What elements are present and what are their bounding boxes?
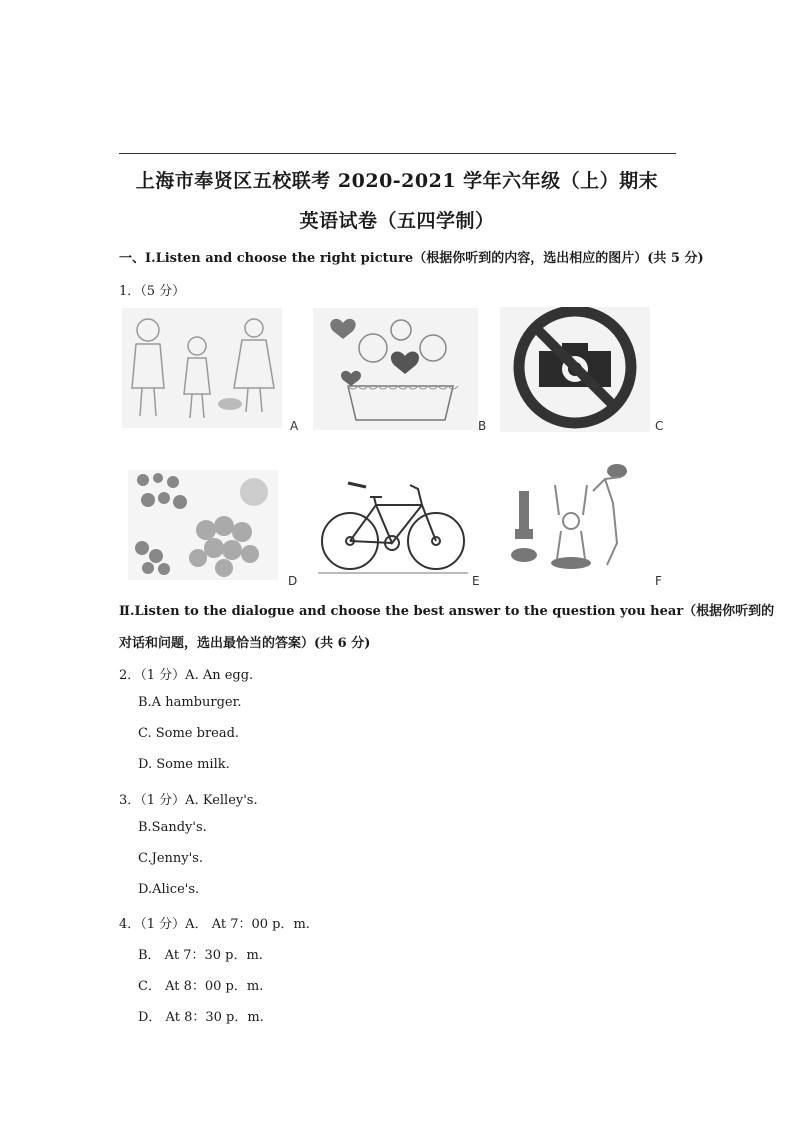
question-2-option-b: B.A hamburger. bbox=[138, 695, 242, 710]
exam-title-line1: 上海市奉贤区五校联考 2020-2021 学年六年级（上）期末 bbox=[135, 170, 659, 192]
picture-label-a: A bbox=[290, 419, 299, 433]
fruit-icon bbox=[128, 470, 278, 580]
cake-with-hearts-icon bbox=[313, 308, 478, 430]
exam-title-line2: 英语试卷（五四学制） bbox=[299, 210, 495, 232]
section2-heading-line2: 对话和问题，选出最恰当的答案）(共 6 分) bbox=[119, 636, 371, 651]
question-4-stem: 4．（1 分）A． At 7：00 p．m. bbox=[119, 917, 310, 932]
picture-label-f: F bbox=[655, 574, 662, 588]
people-standing-icon bbox=[122, 308, 282, 428]
section1-heading: 一、I.Listen and choose the right picture（根据你听到的内容，选出相应的图片）(共 5 分) bbox=[119, 251, 704, 266]
question-2-option-d: D. Some milk. bbox=[138, 757, 230, 772]
section2-heading-line1: Ⅱ.Listen to the dialogue and choose the best answer to the question you hear（根据你听到的 bbox=[119, 604, 775, 619]
picture-label-b: B bbox=[478, 419, 487, 433]
question-3-option-d: D.Alice's. bbox=[138, 882, 200, 897]
question-3-option-c: C.Jenny's. bbox=[138, 851, 203, 866]
bicycle-icon bbox=[318, 467, 468, 582]
header-rule bbox=[119, 153, 676, 154]
question-1-label: 1．（5 分） bbox=[119, 284, 186, 299]
question-4-option-d: D． At 8：30 p．m. bbox=[138, 1010, 264, 1025]
question-4-option-b: B． At 7：30 p．m. bbox=[138, 948, 263, 963]
picture-label-c: C bbox=[655, 419, 664, 433]
question-3-stem: 3．（1 分）A. Kelley's. bbox=[119, 793, 258, 808]
question-4-option-c: C． At 8：00 p．m. bbox=[138, 979, 264, 994]
picture-label-d: D bbox=[288, 574, 298, 588]
question-2-option-c: C. Some bread. bbox=[138, 726, 240, 741]
question-2-stem: 2．（1 分）A. An egg. bbox=[119, 668, 254, 683]
no-camera-icon bbox=[500, 307, 650, 432]
picture-label-e: E bbox=[472, 574, 480, 588]
yoga-poses-icon bbox=[505, 463, 645, 575]
question-3-option-b: B.Sandy's. bbox=[138, 820, 207, 835]
